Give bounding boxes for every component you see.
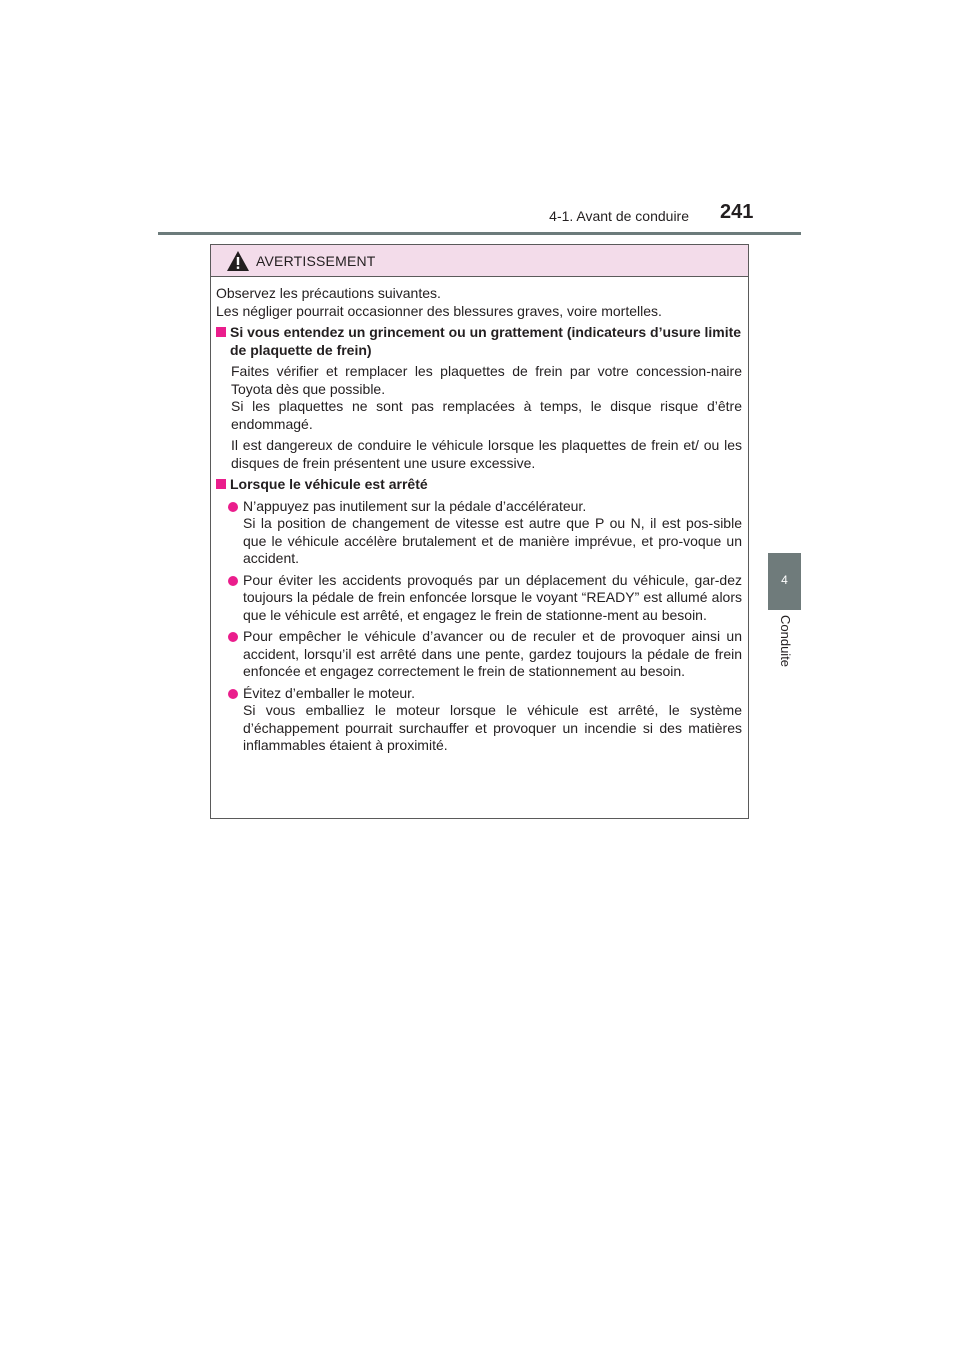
list-item-lead: Pour éviter les accidents provoqués par un déplacement du véhicule, gar-dez toujours la pédale de frein enfoncée lorsque le voyant “READY” est allumé alors que le véhicule est arrêté, et engagez le frein de stationne-ment au besoin. bbox=[243, 571, 742, 623]
intro-line: Observez les précautions suivantes. bbox=[216, 285, 441, 301]
warning-title: AVERTISSEMENT bbox=[256, 252, 376, 269]
list-item-detail: Si la position de changement de vitesse est autre que P ou N, il est pos-sible que le véhicule accélère brutalement et de manière imprévue, et pro-voque un accident. bbox=[243, 515, 742, 566]
list-item-lead: Pour empêcher le véhicule d’avancer ou de reculer et de provoquer ainsi un accident, lorsqu’il est arrêté dans une pente, gardez toujours la pédale de frein enfoncée et engagez correctement le frein de stationnement au besoin. bbox=[243, 628, 742, 679]
circle-bullet-icon bbox=[228, 689, 238, 699]
vehicle-stopped-list bbox=[228, 498, 742, 755]
list-item bbox=[228, 498, 742, 568]
section-title: 4-1. Avant de conduire bbox=[549, 208, 689, 224]
section-heading-vehicle-stopped bbox=[216, 476, 743, 494]
section-heading-brake-noise bbox=[216, 324, 743, 359]
header-rule bbox=[158, 232, 801, 235]
list-item-lead: N’appuyez pas inutilement sur la pédale d’accélérateur. bbox=[243, 497, 587, 514]
list-item bbox=[228, 685, 742, 755]
circle-bullet-icon bbox=[228, 502, 238, 512]
list-item bbox=[228, 572, 742, 625]
intro-line: Les négliger pourrait occasionner des blessures graves, voire mortelles. bbox=[216, 302, 662, 319]
list-item bbox=[228, 628, 742, 681]
list-item-detail: Si vous emballiez le moteur lorsque le véhicule est arrêté, le système d’échappement pourrait surchauffer et provoquer un incendie si des matières inflammables étaient à proximité. bbox=[243, 702, 742, 753]
circle-bullet-icon bbox=[228, 576, 238, 586]
paragraph: Il est dangereux de conduire le véhicule lorsque les plaquettes de frein et/ ou les disques de frein présentent une usure excessive. bbox=[231, 437, 742, 471]
page-number: 241 bbox=[720, 201, 754, 223]
warning-intro bbox=[216, 285, 743, 320]
section-heading-text: Si vous entendez un grincement ou un grattement (indicateurs d’usure limite de plaquette de frein) bbox=[230, 324, 742, 358]
warning-header bbox=[211, 245, 748, 277]
square-bullet-icon bbox=[216, 479, 226, 489]
chapter-number: 4 bbox=[781, 573, 788, 587]
list-item-text bbox=[243, 572, 742, 625]
warning-body bbox=[211, 277, 748, 755]
list-item-text bbox=[243, 628, 742, 681]
square-bullet-icon bbox=[216, 327, 226, 337]
list-item-lead: Évitez d’emballer le moteur. bbox=[243, 684, 415, 701]
warning-triangle-icon bbox=[226, 249, 250, 273]
list-item-text bbox=[243, 498, 742, 568]
list-item-text bbox=[243, 685, 742, 755]
section-heading-text: Lorsque le véhicule est arrêté bbox=[230, 476, 428, 492]
circle-bullet-icon bbox=[228, 632, 238, 642]
paragraph: Faites vérifier et remplacer les plaquettes de frein par votre concession-naire Toyota dès que possible. bbox=[231, 363, 742, 397]
section-body-brake-noise bbox=[231, 363, 742, 472]
warning-box bbox=[210, 244, 749, 819]
paragraph: Si les plaquettes ne sont pas remplacées à temps, le disque risque d’être endommagé. bbox=[231, 398, 742, 432]
chapter-label: Conduite bbox=[778, 615, 793, 668]
